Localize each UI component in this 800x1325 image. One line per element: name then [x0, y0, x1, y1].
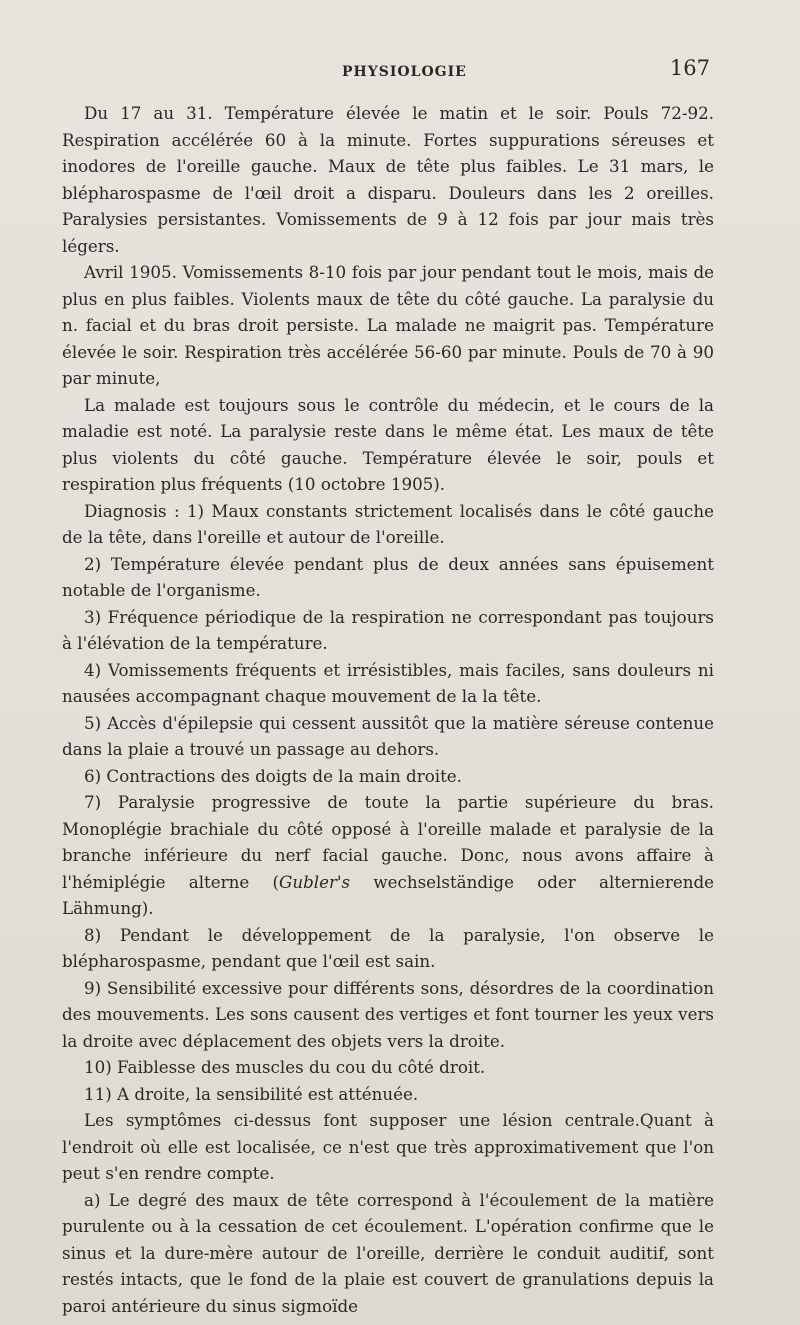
- paragraph-diagnosis-2: 2) Température élevée pendant plus de deux années sans épuisement notable de l'organisme.: [62, 553, 714, 600]
- paragraph-a-degre-maux: a) Le degré des maux de tête correspond à l'écoulement de la matière purulente ou à la cessation de cet écoulement. L'opération confirme que le sinus et la dure-mère autour de l'oreille, derrière le conduit auditif, sont restés intacts, que le fond de la plaie est couvert de granulations depuis la paroi antérieure du sinus sigmoïde: [62, 1189, 714, 1316]
- paragraph-diagnosis-9: 9) Sensibilité excessive pour différents sons, désordres de la coordination des mouvements. Les sons causent des vertiges et font tourner les yeux vers la droite avec déplacement des objets vers la droite.: [62, 977, 714, 1051]
- body-text: [62, 100, 714, 1319]
- paragraph-diagnosis-6: 6) Contractions des doigts de la main droite.: [84, 765, 462, 786]
- paragraph-diagnosis-4: 4) Vomissements fréquents et irrésistibles, mais faciles, sans douleurs ni nausées accompagnant chaque mouvement de la la tête.: [62, 659, 714, 706]
- gubler-italic: Gubler's: [279, 871, 351, 892]
- paragraph-diagnosis-1: Diagnosis : 1) Maux constants strictement localisés dans le côté gauche de la tête, dans l'oreille et autour de l'oreille.: [62, 500, 714, 547]
- paragraph-diagnosis-10: 10) Faiblesse des muscles du cou du côté droit.: [84, 1057, 486, 1077]
- running-title: PHYSIOLOGIE: [342, 64, 467, 80]
- paragraph-avril-1905: Avril 1905. Vomissements 8-10 fois par jour pendant tout le mois, mais de plus en plus faibles. Violents maux de tête du côté gauche. La paralysie du n. facial et du bras droit persiste. La malade ne maigrit pas. Température élevée le soir. Respiration très accélérée 56-60 par minute. Pouls de 70 à 90 par minute,: [62, 262, 714, 388]
- paragraph-diagnosis-11: 11) A droite, la sensibilité est atténuée.: [84, 1083, 419, 1104]
- diagnosis-7-tail: wechselständige oder alternierende Lähmung).: [62, 871, 714, 918]
- paragraph-diagnosis-7: [62, 789, 714, 922]
- diagnosis-7-text: 7) Paralysie progressive de toute la partie supérieure du bras. Monoplégie brachiale du côté opposé à l'oreille malade et paralysie de la branche inférieure du nerf facial gauche. Donc, nous avons affaire à l'hémiplégie alterne (: [62, 792, 714, 892]
- page-number: 167: [669, 56, 710, 80]
- paragraph-controle-medecin: La malade est toujours sous le contrôle du médecin, et le cours de la maladie est noté. La paralysie reste dans le même état. Les maux de tête plus violents du côté gauche. Température élevée le soir, pouls et respiration plus fréquents (10 octobre 1905).: [62, 394, 714, 494]
- paragraph-diagnosis-8: 8) Pendant le développement de la paralysie, l'on observe le blépharospasme, pendant que l'œil est sain.: [62, 924, 714, 971]
- paragraph-diagnosis-3: 3) Fréquence périodique de la respiration ne correspondant pas toujours à l'élévation de la température.: [62, 606, 714, 653]
- paragraph-diagnosis-5: 5) Accès d'épilepsie qui cessent aussitôt que la matière séreuse contenue dans la plaie a trouvé un passage au dehors.: [62, 712, 714, 759]
- page-header: [62, 56, 714, 86]
- paragraph-symptomes: Les symptômes ci-dessus font supposer une lésion centrale.Quant à l'endroit où elle est localisée, ce n'est que très approximativement que l'on peut s'en rendre compte.: [62, 1110, 714, 1183]
- paragraph-du-17-au-31: Du 17 au 31. Température élevée le matin et le soir. Pouls 72-92. Respiration accélérée 60 à la minute. Fortes suppurations séreuses et inodores de l'oreille gauche. Maux de tête plus faibles. Le 31 mars, le blépharospasme de l'œil droit a disparu. Douleurs dans les 2 oreilles. Paralysies persistantes. Vomissements de 9 à 12 fois par jour mais très légers.: [62, 103, 714, 256]
